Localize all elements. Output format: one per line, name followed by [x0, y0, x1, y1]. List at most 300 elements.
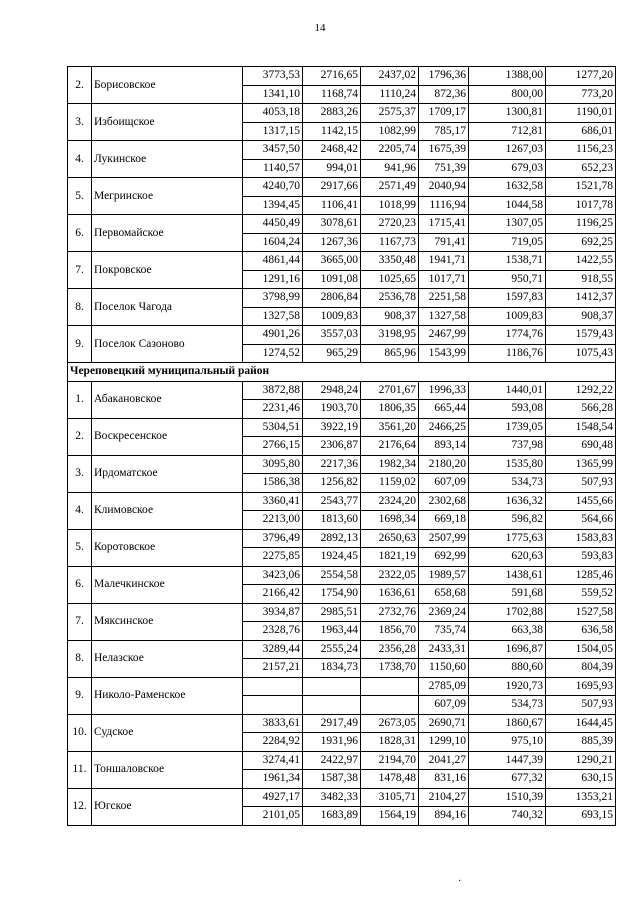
value-cell: 3773,53 — [243, 67, 303, 86]
section-row — [68, 363, 616, 382]
table-row — [68, 141, 616, 160]
value-cell: 1806,35 — [361, 400, 419, 419]
value-cell: 3833,61 — [243, 714, 303, 733]
settlement-name: Тоншаловское — [92, 751, 243, 788]
value-cell: 1044,58 — [469, 196, 546, 215]
value-cell: 773,20 — [546, 85, 616, 104]
table-row — [68, 418, 616, 437]
value-cell: 1632,58 — [469, 178, 546, 197]
value-cell: 1327,58 — [419, 307, 469, 326]
value-cell: 965,29 — [303, 344, 361, 363]
value-cell: 564,66 — [546, 511, 616, 530]
value-cell: 3561,20 — [361, 418, 419, 437]
table-row — [68, 640, 616, 659]
value-cell: 1924,45 — [303, 548, 361, 567]
table-row — [68, 492, 616, 511]
value-cell: 663,38 — [469, 622, 546, 641]
row-number: 7. — [68, 252, 92, 289]
row-number: 2. — [68, 418, 92, 455]
value-cell: 3423,06 — [243, 566, 303, 585]
value-cell: 1290,21 — [546, 751, 616, 770]
value-cell: 1834,73 — [303, 659, 361, 678]
value-cell: 1365,99 — [546, 455, 616, 474]
value-cell: 1009,83 — [469, 307, 546, 326]
footer-mark: · — [458, 876, 462, 887]
value-cell: 591,68 — [469, 585, 546, 604]
value-cell: 1521,78 — [546, 178, 616, 197]
value-cell: 1116,94 — [419, 196, 469, 215]
value-cell: 1961,34 — [243, 770, 303, 789]
value-cell: 1140,57 — [243, 159, 303, 178]
value-cell: 2040,94 — [419, 178, 469, 197]
row-number: 4. — [68, 141, 92, 178]
row-number: 8. — [68, 640, 92, 677]
table-row — [68, 381, 616, 400]
value-cell: 1931,96 — [303, 733, 361, 752]
value-cell: 593,83 — [546, 548, 616, 567]
value-cell: 636,58 — [546, 622, 616, 641]
value-cell: 3557,03 — [303, 326, 361, 345]
value-cell: 2917,66 — [303, 178, 361, 197]
settlement-name: Малечкинское — [92, 566, 243, 603]
value-cell: 1813,60 — [303, 511, 361, 530]
value-cell: 994,01 — [303, 159, 361, 178]
value-cell: 1267,36 — [303, 233, 361, 252]
value-cell: 507,93 — [546, 474, 616, 493]
value-cell: 2673,05 — [361, 714, 419, 733]
value-cell: 1856,70 — [361, 622, 419, 641]
value-cell: 1291,16 — [243, 270, 303, 289]
value-cell: 2180,20 — [419, 455, 469, 474]
value-cell: 3289,44 — [243, 640, 303, 659]
settlement-name: Ирдоматское — [92, 455, 243, 492]
value-cell: 1422,55 — [546, 252, 616, 271]
value-cell: 669,18 — [419, 511, 469, 530]
value-cell: 2369,24 — [419, 603, 469, 622]
value-cell: 1317,15 — [243, 122, 303, 141]
value-cell: 2892,13 — [303, 529, 361, 548]
value-cell: 950,71 — [469, 270, 546, 289]
table-row — [68, 252, 616, 271]
value-cell: 1636,61 — [361, 585, 419, 604]
settlement-name: Лукинское — [92, 141, 243, 178]
value-cell: 2785,09 — [419, 677, 469, 696]
value-cell: 2536,78 — [361, 289, 419, 308]
value-cell: 1017,71 — [419, 270, 469, 289]
value-cell: 800,00 — [469, 85, 546, 104]
value-cell: 1695,93 — [546, 677, 616, 696]
value-cell: 3360,41 — [243, 492, 303, 511]
value-cell: 1675,39 — [419, 141, 469, 160]
table-row — [68, 215, 616, 234]
value-cell: 908,37 — [361, 307, 419, 326]
value-cell: 1299,10 — [419, 733, 469, 752]
value-cell: 1167,73 — [361, 233, 419, 252]
value-cell: 3798,99 — [243, 289, 303, 308]
value-cell: 2328,76 — [243, 622, 303, 641]
value-cell: 2157,21 — [243, 659, 303, 678]
value-cell: 2555,24 — [303, 640, 361, 659]
value-cell: 2213,00 — [243, 511, 303, 530]
value-cell: 1796,36 — [419, 67, 469, 86]
value-cell: 2306,87 — [303, 437, 361, 456]
value-cell: 2575,37 — [361, 104, 419, 123]
value-cell: 1538,71 — [469, 252, 546, 271]
value-cell: 1025,65 — [361, 270, 419, 289]
value-cell: 1535,80 — [469, 455, 546, 474]
table-row — [68, 788, 616, 807]
value-cell: 1860,67 — [469, 714, 546, 733]
value-cell: 1941,71 — [419, 252, 469, 271]
value-cell: 2422,97 — [303, 751, 361, 770]
value-cell: 1510,39 — [469, 788, 546, 807]
value-cell: 534,73 — [469, 696, 546, 715]
value-cell: 607,09 — [419, 474, 469, 493]
settlement-name: Поселок Сазоново — [92, 326, 243, 363]
value-cell: 692,25 — [546, 233, 616, 252]
value-cell: 751,39 — [419, 159, 469, 178]
settlement-name: Покровское — [92, 252, 243, 289]
value-cell: 2650,63 — [361, 529, 419, 548]
value-cell: 677,32 — [469, 770, 546, 789]
value-cell: 2507,99 — [419, 529, 469, 548]
value-cell: 2302,68 — [419, 492, 469, 511]
value-cell: 1548,54 — [546, 418, 616, 437]
table-row — [68, 751, 616, 770]
value-cell: 2720,23 — [361, 215, 419, 234]
value-cell: 1412,37 — [546, 289, 616, 308]
value-cell: 534,73 — [469, 474, 546, 493]
row-number: 5. — [68, 178, 92, 215]
value-cell: 2554,58 — [303, 566, 361, 585]
value-cell: 1989,57 — [419, 566, 469, 585]
value-cell: 2324,20 — [361, 492, 419, 511]
value-cell: 2948,24 — [303, 381, 361, 400]
value-cell: 1597,83 — [469, 289, 546, 308]
value-cell: 3095,80 — [243, 455, 303, 474]
value-cell: 1186,76 — [469, 344, 546, 363]
row-number: 11. — [68, 751, 92, 788]
tariff-table — [67, 66, 616, 826]
row-number: 3. — [68, 455, 92, 492]
value-cell: 596,82 — [469, 511, 546, 530]
row-number: 6. — [68, 566, 92, 603]
value-cell: 4053,18 — [243, 104, 303, 123]
value-cell: 2284,92 — [243, 733, 303, 752]
value-cell: 1267,03 — [469, 141, 546, 160]
value-cell: 1774,76 — [469, 326, 546, 345]
value-cell: 2701,67 — [361, 381, 419, 400]
value-cell: 1583,83 — [546, 529, 616, 548]
value-cell: 692,99 — [419, 548, 469, 567]
value-cell: 1285,46 — [546, 566, 616, 585]
table-row — [68, 455, 616, 474]
value-cell: 865,96 — [361, 344, 419, 363]
table-row — [68, 67, 616, 86]
value-cell: 693,15 — [546, 807, 616, 826]
row-number: 7. — [68, 603, 92, 640]
value-cell — [303, 677, 361, 696]
settlement-name: Поселок Чагода — [92, 289, 243, 326]
value-cell: 3274,41 — [243, 751, 303, 770]
value-cell: 1394,45 — [243, 196, 303, 215]
value-cell: 2275,85 — [243, 548, 303, 567]
value-cell: 1604,24 — [243, 233, 303, 252]
value-cell: 1702,88 — [469, 603, 546, 622]
settlement-name: Мяксинское — [92, 603, 243, 640]
row-number: 9. — [68, 326, 92, 363]
table-row — [68, 529, 616, 548]
value-cell: 2766,15 — [243, 437, 303, 456]
value-cell: 607,09 — [419, 696, 469, 715]
value-cell: 566,28 — [546, 400, 616, 419]
settlement-name: Воскресенское — [92, 418, 243, 455]
settlement-name: Судское — [92, 714, 243, 751]
value-cell: 1091,08 — [303, 270, 361, 289]
value-cell: 1504,05 — [546, 640, 616, 659]
value-cell: 872,36 — [419, 85, 469, 104]
row-number: 3. — [68, 104, 92, 141]
value-cell: 2732,76 — [361, 603, 419, 622]
value-cell: 1353,21 — [546, 788, 616, 807]
settlement-name: Югское — [92, 788, 243, 825]
value-cell: 1644,45 — [546, 714, 616, 733]
value-cell: 4927,17 — [243, 788, 303, 807]
value-cell: 1274,52 — [243, 344, 303, 363]
value-cell: 1636,32 — [469, 492, 546, 511]
row-number: 2. — [68, 67, 92, 104]
value-cell: 1438,61 — [469, 566, 546, 585]
value-cell: 658,68 — [419, 585, 469, 604]
page-number: 14 — [314, 22, 326, 34]
section-title: Череповецкий муниципальный район — [68, 363, 616, 382]
value-cell: 593,08 — [469, 400, 546, 419]
value-cell: 3665,00 — [303, 252, 361, 271]
value-cell: 740,32 — [469, 807, 546, 826]
row-number: 5. — [68, 529, 92, 566]
value-cell: 975,10 — [469, 733, 546, 752]
value-cell: 2251,58 — [419, 289, 469, 308]
value-cell: 785,17 — [419, 122, 469, 141]
value-cell: 686,01 — [546, 122, 616, 141]
value-cell: 1579,43 — [546, 326, 616, 345]
value-cell: 1168,74 — [303, 85, 361, 104]
value-cell: 1586,38 — [243, 474, 303, 493]
value-cell: 2985,51 — [303, 603, 361, 622]
value-cell: 5304,51 — [243, 418, 303, 437]
value-cell: 1159,02 — [361, 474, 419, 493]
value-cell: 1696,87 — [469, 640, 546, 659]
value-cell: 831,16 — [419, 770, 469, 789]
settlement-name: Первомайское — [92, 215, 243, 252]
value-cell: 1698,34 — [361, 511, 419, 530]
value-cell: 3872,88 — [243, 381, 303, 400]
table-row — [68, 326, 616, 345]
value-cell: 3934,87 — [243, 603, 303, 622]
value-cell: 1754,90 — [303, 585, 361, 604]
value-cell: 679,03 — [469, 159, 546, 178]
value-cell: 880,60 — [469, 659, 546, 678]
value-cell: 2205,74 — [361, 141, 419, 160]
table-body — [68, 67, 616, 826]
table-row — [68, 104, 616, 123]
value-cell: 690,48 — [546, 437, 616, 456]
value-cell: 3105,71 — [361, 788, 419, 807]
value-cell: 620,63 — [469, 548, 546, 567]
value-cell: 1017,78 — [546, 196, 616, 215]
row-number: 8. — [68, 289, 92, 326]
value-cell: 2041,27 — [419, 751, 469, 770]
value-cell: 3198,95 — [361, 326, 419, 345]
value-cell: 1447,39 — [469, 751, 546, 770]
value-cell — [243, 696, 303, 715]
value-cell: 712,81 — [469, 122, 546, 141]
value-cell: 1292,22 — [546, 381, 616, 400]
value-cell: 2917,49 — [303, 714, 361, 733]
value-cell: 3922,19 — [303, 418, 361, 437]
value-cell: 4240,70 — [243, 178, 303, 197]
table-row — [68, 566, 616, 585]
value-cell: 1009,83 — [303, 307, 361, 326]
value-cell: 1527,58 — [546, 603, 616, 622]
settlement-name: Николо-Раменское — [92, 677, 243, 714]
table-row — [68, 178, 616, 197]
value-cell: 559,52 — [546, 585, 616, 604]
value-cell: 791,41 — [419, 233, 469, 252]
value-cell: 665,44 — [419, 400, 469, 419]
settlement-name: Мегринское — [92, 178, 243, 215]
value-cell: 893,14 — [419, 437, 469, 456]
value-cell: 941,96 — [361, 159, 419, 178]
value-cell: 1543,99 — [419, 344, 469, 363]
value-cell: 1564,19 — [361, 807, 419, 826]
value-cell: 1300,81 — [469, 104, 546, 123]
value-cell: 2716,65 — [303, 67, 361, 86]
value-cell: 1150,60 — [419, 659, 469, 678]
value-cell: 1587,38 — [303, 770, 361, 789]
value-cell: 2231,46 — [243, 400, 303, 419]
value-cell: 1082,99 — [361, 122, 419, 141]
table-row — [68, 714, 616, 733]
value-cell: 2356,28 — [361, 640, 419, 659]
value-cell: 2104,27 — [419, 788, 469, 807]
row-number: 6. — [68, 215, 92, 252]
value-cell: 3796,49 — [243, 529, 303, 548]
value-cell: 894,16 — [419, 807, 469, 826]
value-cell: 2468,42 — [303, 141, 361, 160]
value-cell: 2543,77 — [303, 492, 361, 511]
value-cell: 2217,36 — [303, 455, 361, 474]
value-cell: 1307,05 — [469, 215, 546, 234]
value-cell: 1821,19 — [361, 548, 419, 567]
value-cell: 630,15 — [546, 770, 616, 789]
value-cell: 1110,24 — [361, 85, 419, 104]
value-cell — [303, 696, 361, 715]
value-cell: 719,05 — [469, 233, 546, 252]
value-cell: 1327,58 — [243, 307, 303, 326]
value-cell: 1440,01 — [469, 381, 546, 400]
value-cell: 1709,17 — [419, 104, 469, 123]
value-cell: 2571,49 — [361, 178, 419, 197]
value-cell: 507,93 — [546, 696, 616, 715]
settlement-name: Коротовское — [92, 529, 243, 566]
settlement-name: Нелазское — [92, 640, 243, 677]
value-cell: 3078,61 — [303, 215, 361, 234]
value-cell: 737,98 — [469, 437, 546, 456]
value-cell: 1920,73 — [469, 677, 546, 696]
settlement-name: Избоищское — [92, 104, 243, 141]
value-cell: 2690,71 — [419, 714, 469, 733]
value-cell: 1683,89 — [303, 807, 361, 826]
value-cell: 2166,42 — [243, 585, 303, 604]
table-row — [68, 603, 616, 622]
value-cell: 4901,26 — [243, 326, 303, 345]
value-cell: 3350,48 — [361, 252, 419, 271]
value-cell: 1190,01 — [546, 104, 616, 123]
value-cell: 1196,25 — [546, 215, 616, 234]
value-cell: 1828,31 — [361, 733, 419, 752]
value-cell — [361, 677, 419, 696]
table-row — [68, 289, 616, 308]
value-cell: 1156,23 — [546, 141, 616, 160]
value-cell: 885,39 — [546, 733, 616, 752]
value-cell: 1963,44 — [303, 622, 361, 641]
value-cell: 652,23 — [546, 159, 616, 178]
value-cell: 4450,49 — [243, 215, 303, 234]
value-cell: 2806,84 — [303, 289, 361, 308]
row-number: 1. — [68, 381, 92, 418]
value-cell: 3457,50 — [243, 141, 303, 160]
value-cell: 1256,82 — [303, 474, 361, 493]
value-cell: 1903,70 — [303, 400, 361, 419]
value-cell: 1739,05 — [469, 418, 546, 437]
value-cell: 804,39 — [546, 659, 616, 678]
value-cell: 908,37 — [546, 307, 616, 326]
value-cell: 1341,10 — [243, 85, 303, 104]
value-cell — [243, 677, 303, 696]
value-cell: 918,55 — [546, 270, 616, 289]
value-cell: 1018,99 — [361, 196, 419, 215]
table-row — [68, 677, 616, 696]
value-cell: 2433,31 — [419, 640, 469, 659]
settlement-name: Борисовское — [92, 67, 243, 104]
value-cell: 2883,26 — [303, 104, 361, 123]
value-cell: 1996,33 — [419, 381, 469, 400]
row-number: 9. — [68, 677, 92, 714]
value-cell: 1982,34 — [361, 455, 419, 474]
value-cell: 3482,33 — [303, 788, 361, 807]
value-cell: 1775,63 — [469, 529, 546, 548]
value-cell: 2437,02 — [361, 67, 419, 86]
value-cell: 1277,20 — [546, 67, 616, 86]
value-cell: 1455,66 — [546, 492, 616, 511]
value-cell: 2467,99 — [419, 326, 469, 345]
value-cell: 4861,44 — [243, 252, 303, 271]
value-cell: 735,74 — [419, 622, 469, 641]
value-cell: 1388,00 — [469, 67, 546, 86]
settlement-name: Абакановское — [92, 381, 243, 418]
value-cell: 2101,05 — [243, 807, 303, 826]
row-number: 12. — [68, 788, 92, 825]
settlement-name: Климовское — [92, 492, 243, 529]
value-cell: 1075,43 — [546, 344, 616, 363]
value-cell: 1738,70 — [361, 659, 419, 678]
value-cell: 2466,25 — [419, 418, 469, 437]
value-cell: 2176,64 — [361, 437, 419, 456]
row-number: 10. — [68, 714, 92, 751]
row-number: 4. — [68, 492, 92, 529]
value-cell: 1478,48 — [361, 770, 419, 789]
